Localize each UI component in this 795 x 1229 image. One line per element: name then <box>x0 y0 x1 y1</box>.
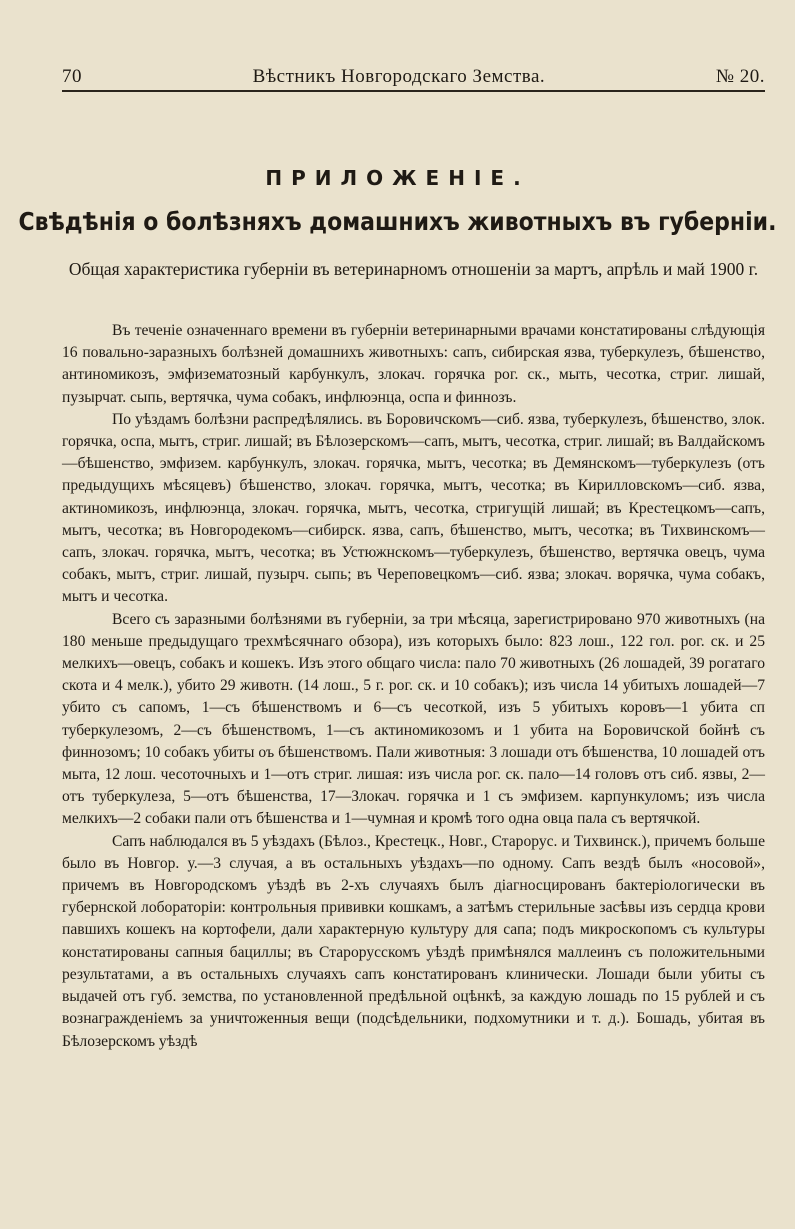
article-title: Свѣдѣнія о болѣзняхъ домашнихъ животныхъ въ губерніи. <box>18 208 777 237</box>
header-rule <box>62 90 765 92</box>
paragraph-diseases-list: Въ теченіе означеннаго времени въ губерніи ветеринарными врачами констатированы слѣдующія 16 повально-заразныхъ болѣзней домашнихъ животныхъ: сапъ, сибирская язва, туберкулезъ, бѣшенство, антиномикозъ, эмфизематозный карбункулъ, злокач. горячка рог. ск., мыть, чесотка, стриг. лишай, пузырчат. сыпь, вертячка, чума собакъ, инфлюэнца, оспа и финнозъ. <box>62 322 765 406</box>
issue-number: № 20. <box>715 66 765 87</box>
paragraph-glanders: Сапъ наблюдался въ 5 уѣздахъ (Бѣлоз., Крестецк., Новг., Старорус. и Тихвинск.), причемъ больше было въ Новгор. у.—3 случая, а въ остальныхъ уѣздахъ—по одному. Сапъ вездѣ былъ «носовой», причемъ въ Новгородскомъ уѣздѣ въ 2-хъ случаяхъ былъ діагносцированъ бактеріологически въ губернской лобораторіи: контрольныя прививки кошкамъ, а затѣмъ стерильные засѣвы изъ сердца крови павшихъ кошекъ на кортофели, дали характерную культуру для сапа; подъ микроскопомъ съ культуры констатированы сапныя бациллы; въ Старорусскомъ уѣздѣ примѣнялся маллеинъ съ положительными результатами, а въ остальныхъ случаяхъ сапъ констатированъ клинически. Лошади были убиты съ выдачей отъ губ. земства, по установленной предѣльной оцѣнкѣ, за каждую лошадь по 15 рублей и съ вознагражденіемъ за уничтоженныя вещи (подсѣдельники, подхомутники и т. д.). Бошадь, убитая въ Бѣлозерскомъ уѣздѣ <box>62 832 765 1050</box>
page-number: 70 <box>62 66 82 87</box>
running-header <box>62 58 765 88</box>
paragraph-by-district: По уѣздамъ болѣзни распредѣлялись. въ Боровичскомъ—сиб. язва, туберкулезъ, бѣшенство, злок. горячка, оспа, мытъ, стриг. лишай; въ Бѣлозерскомъ—сапъ, мытъ, чесотка, стриг. лишай; въ Валдайскомъ—бѣшенство, эмфизем. карбункулъ, злокач. горячка, мытъ, чесотка; въ Демянскомъ—туберкулезъ (отъ предыдущихъ мѣсяцевъ) бѣшенство, злокач. горячка, мытъ, чесотка; въ Кирилловскомъ—сиб. язва, актиномикозъ, инфлюэнца, злокач. горячка, мытъ, чесотка, стригущій лишай; въ Крестецкомъ—сапъ, мытъ, чесотка; въ Новгородекомъ—сибирск. язва, сапъ, бѣшенство, мытъ, чесотка; въ Тихвинскомъ—сапъ, злокач. горячка, мытъ, чесотка; въ Устюжнскомъ—туберкулезъ, бѣшенство, вертячка овецъ, чума собакъ, мытъ, стриг. лишай, пузырч. сыпь; въ Череповецкомъ—сиб. язва; злокач. ворячка, чума собакъ, мытъ и чесотка. <box>62 410 765 606</box>
article-body <box>62 320 765 1053</box>
paragraph-totals: Всего съ заразными болѣзнями въ губерніи, за три мѣсяца, зарегистрировано 970 животныхъ (на 180 меньше предыдущаго трехмѣсячнаго обзора), изъ которыхъ было: 823 лош., 122 гол. рог. ск. и 25 мелкихъ—овецъ, собакъ и кошекъ. Изъ этого общаго числа: пало 70 животныхъ (26 лошадей, 39 рогатаго скота и 4 мелк.), убито 29 животн. (14 лош., 5 г. рог. ск. и 10 собакъ); изъ числа 14 убитыхъ лошадей—7 убито съ сапомъ, 1—съ бѣшенствомъ и 6—съ чесоткой, изъ 5 убитыхъ коровъ—1 убита сп туберкулезомъ, 2—съ бѣшенствомъ, 1—съ актиномикозомъ и 1 убита на Боровичской бойнѣ съ финнозомъ; 10 собакъ убиты оъ бѣшенствомъ. Пали животныя: 3 лошади отъ бѣшенства, 10 лошадей отъ мыта, 12 лош. чесоточныхъ и 1—отъ стриг. лишая: изъ числа рог. ск. пало—14 головъ отъ сиб. язвы, 2—отъ туберкулеза, 5—отъ бѣшенства, 17—Злокач. горячка и 1 съ эмфизем. карпункуломъ; изъ числа мелкихъ—2 собаки пали отъ бѣшенства и 1—чумная и кромѣ того одна овца пала съ вертячкой. <box>62 610 765 828</box>
article-subtitle: Общая характеристика губерніи въ ветеринарномъ отношеніи за мартъ, апрѣль и май 1900 г. <box>68 259 759 279</box>
appendix-heading: ПРИЛОЖЕНІЕ. <box>265 166 530 190</box>
journal-title: Вѣстникъ Новгородскаго Земства. <box>252 66 546 87</box>
